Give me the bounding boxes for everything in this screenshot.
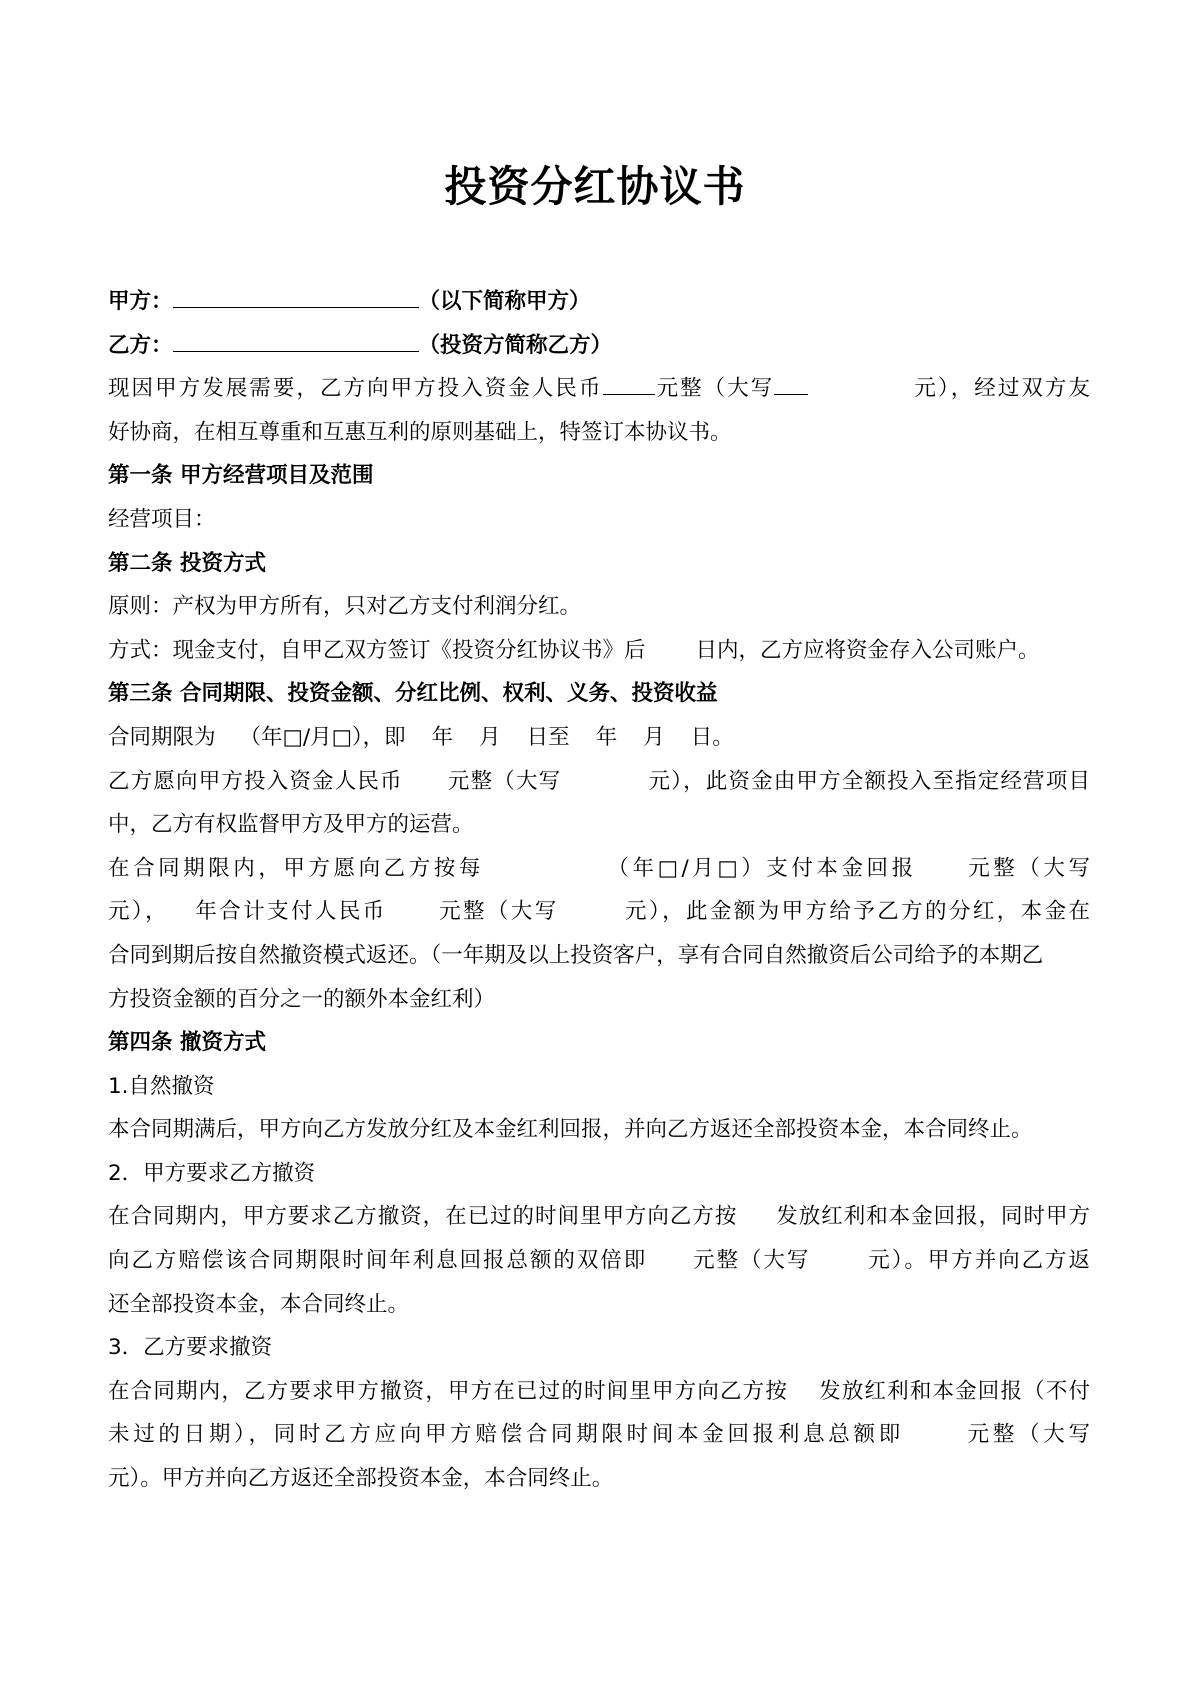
term-day-2: 日。 xyxy=(690,724,734,750)
pay-line-4: 方投资金额的百分之一的额外本金红利） xyxy=(108,986,496,1012)
business-project: 经营项目： xyxy=(108,506,216,532)
pay-line-1 xyxy=(108,847,1090,891)
party-b-note: （投资方简称乙方） xyxy=(418,332,613,358)
section-3-line-2 xyxy=(108,1413,1090,1457)
intro-text-b: 元整（大写 xyxy=(654,376,775,402)
invest-text-b: 元整（大写 xyxy=(446,768,562,794)
term-text-a: 合同期限为 xyxy=(108,724,216,750)
intro-amount-blank[interactable] xyxy=(603,368,655,395)
s3-text-b: 发放红利和本金回报（不付 xyxy=(817,1378,1090,1404)
term-month-2: 月 xyxy=(643,724,665,750)
document-body xyxy=(108,280,1090,1501)
s2-text-d: 元整（大写 xyxy=(691,1248,811,1274)
section-3-line-3: 元）。甲方并向乙方返还全部投资本金，本合同终止。 xyxy=(108,1466,614,1492)
term-month-1: 月 xyxy=(479,724,501,750)
intro-text-c: 元），经过双方友 xyxy=(912,376,1090,402)
term-year-2: 年 xyxy=(595,724,618,750)
s3-text-a: 在合同期内，乙方要求甲方撤资，甲方在已过的时间里甲方向乙方按 xyxy=(108,1378,788,1404)
term-day-1: 日至 xyxy=(526,724,570,750)
method-text-b: 日内，乙方应将资金存入公司账户。 xyxy=(695,637,1040,663)
section-2-title: 2．甲方要求乙方撤资 xyxy=(108,1160,316,1186)
method-line xyxy=(108,629,1090,673)
invest-text-a: 乙方愿向甲方投入资金人民币 xyxy=(108,768,403,794)
s2-text-c: 向乙方赔偿该合同期限时间年利息回报总额的双倍即 xyxy=(108,1248,648,1274)
document-title: 投资分红协议书 xyxy=(444,162,746,211)
pay-text-c: 元整（大写 xyxy=(964,855,1090,881)
pay-line-3: 合同到期后按自然撤资模式返还。（一年期及以上投资客户，享有合同自然撤资后公司给予的本期乙 xyxy=(108,942,1044,968)
article-1-heading: 第一条 甲方经营项目及范围 xyxy=(108,463,374,489)
term-text-b: （年□/月□），即 xyxy=(239,724,406,750)
s2-text-e: 元）。甲方并向乙方返 xyxy=(866,1248,1090,1274)
intro-line-2: 好协商，在相互尊重和互惠互利的原则基础上，特签订本协议书。 xyxy=(108,419,732,445)
invest-text-c: 元），此资金由甲方全额投入至指定经营项目 xyxy=(647,768,1090,794)
pay-line-2 xyxy=(108,890,1090,934)
pay-text-e: 年合计支付人民币 xyxy=(192,899,387,925)
s2-text-a: 在合同期内，甲方要求乙方撤资，在已过的时间里甲方向乙方按 xyxy=(108,1204,738,1230)
party-b-line xyxy=(108,324,1090,368)
party-b-label: 乙方： xyxy=(108,332,173,358)
section-2-line-3: 还全部投资本金，本合同终止。 xyxy=(108,1291,410,1317)
section-3-line-1 xyxy=(108,1370,1090,1414)
article-4-heading: 第四条 撤资方式 xyxy=(108,1030,266,1056)
s2-text-b: 发放红利和本金回报，同时甲方 xyxy=(775,1204,1090,1230)
party-a-line xyxy=(108,280,1090,324)
pay-text-a: 在合同期限内，甲方愿向乙方按每 xyxy=(108,855,484,881)
article-2-heading: 第二条 投资方式 xyxy=(108,550,266,576)
article-3-heading: 第三条 合同期限、投资金额、分红比例、权利、义务、投资收益 xyxy=(108,681,718,707)
section-3-title: 3．乙方要求撤资 xyxy=(108,1335,273,1361)
pay-text-g: 元），此金额为甲方给予乙方的分红，本金在 xyxy=(622,899,1090,925)
s3-text-c: 未过的日期），同时乙方应向甲方赔偿合同期限时间本金回报利息总额即 xyxy=(108,1422,904,1448)
section-1-title: 1.自然撤资 xyxy=(108,1073,215,1099)
party-a-blank[interactable] xyxy=(173,281,419,308)
pay-text-f: 元整（大写 xyxy=(436,899,559,925)
pay-text-b: （年□/月□）支付本金回报 xyxy=(603,855,917,881)
method-text-a: 方式：现金支付，自甲乙双方签订《投资分红协议书》后 xyxy=(108,637,646,663)
party-b-blank[interactable] xyxy=(173,325,419,352)
invest-line-1 xyxy=(108,760,1090,804)
principle-line: 原则：产权为甲方所有，只对乙方支付利润分红。 xyxy=(108,594,582,620)
invest-line-2: 中，乙方有权监督甲方及甲方的运营。 xyxy=(108,812,474,838)
party-a-label: 甲方： xyxy=(108,289,173,314)
section-1-text: 本合同期满后，甲方向乙方发放分红及本金红利回报，并向乙方返还全部投资本金，本合同终止。 xyxy=(108,1117,1033,1143)
party-a-note: （以下简称甲方） xyxy=(418,289,591,314)
pay-text-d: 元）， xyxy=(108,899,169,925)
section-2-line-2 xyxy=(108,1239,1090,1283)
intro-caps-blank[interactable] xyxy=(774,368,808,395)
term-year-1: 年 xyxy=(431,724,454,750)
section-2-line-1 xyxy=(108,1195,1090,1239)
s3-text-d: 元整（大写 xyxy=(963,1422,1090,1448)
intro-text-a: 现因甲方发展需要，乙方向甲方投入资金人民币 xyxy=(108,376,603,402)
intro-line-1 xyxy=(108,367,1090,411)
term-line xyxy=(108,716,1090,760)
